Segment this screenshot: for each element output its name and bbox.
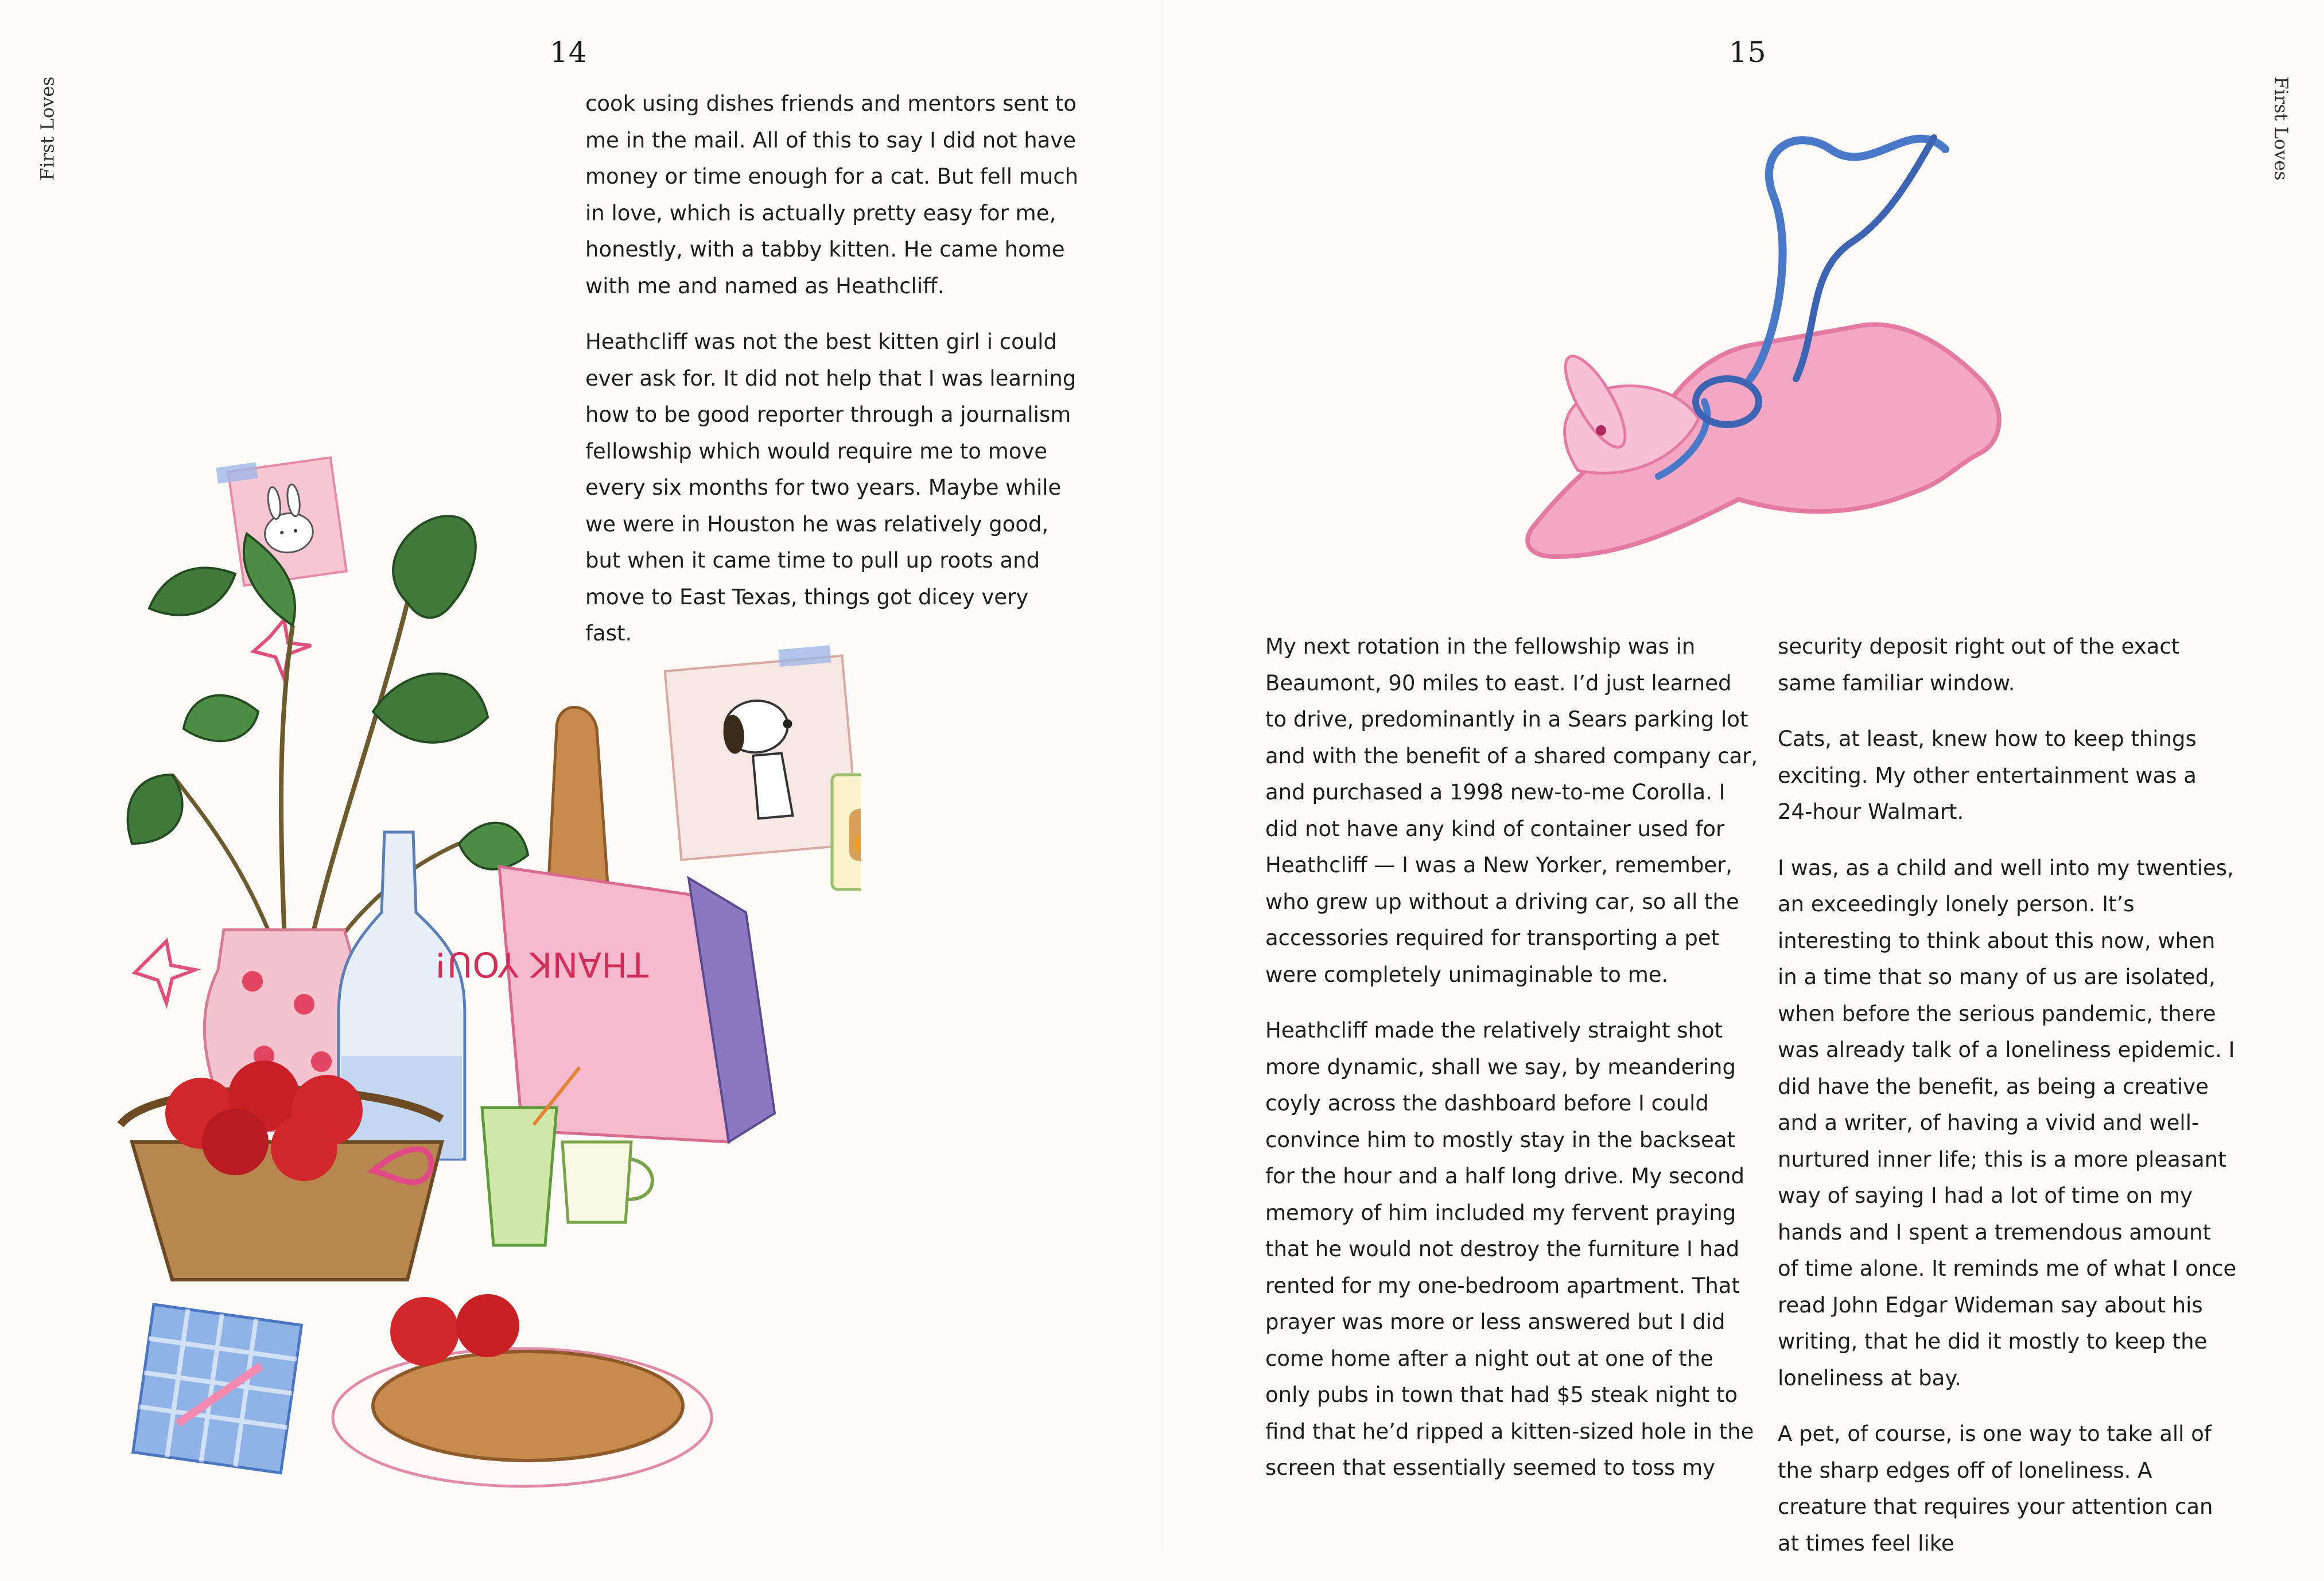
- running-head-left: First Loves: [36, 76, 59, 181]
- paragraph: Cats, at least, knew how to keep things exciting. My other entertainment was a 24-hour Walmart.: [1778, 727, 2197, 824]
- napkin-icon: [133, 1304, 302, 1473]
- still-life-illustration: [86, 453, 861, 1515]
- right-text-column-2: [1778, 628, 2237, 1581]
- rabbit-illustration: [1509, 80, 2026, 580]
- paragraph: My next rotation in the fellowship was in Beaumont, 90 miles to east. I’d just learned to drive, predominantly in a Sears parking lot and with the benefit of a shared company car, and purchased a 1998 new-to-me Corolla. I did not have any kind of container used for Heathcliff — I was a New Yorker, remember, who grew up without a driving car, so all the accessories required for transporting a pet were completely unimaginable to me.: [1265, 634, 1758, 987]
- paragraph: cook using dishes friends and mentors sent to me in the mail. All of this to say I did not have money or time enough for a cat. But fell much in love, which is actually pretty easy for me, honestly, with a tabby kitten. He came home with me and named as Heathcliff.: [585, 91, 1079, 298]
- page-number-right: 15: [1729, 36, 1767, 69]
- running-head-right: First Loves: [2270, 76, 2292, 181]
- paragraph: I was, as a child and well into my twenties, an exceedingly lonely person. It’s interesting to think about this now, when in a time that so many of us are isolated, when before the serious pandemic, there was already talk of a loneliness epidemic. I did have the benefit, as being a creative and a writer, of having a vivid and well-nurtured inner life; this is a more pleasant way of saying I had a lot of time on my hands and I spent a tremendous amount of time alone. It reminds me of what I once read John Edgar Wideman say about his writing, that he did it mostly to keep the loneliness at bay.: [1778, 855, 2237, 1390]
- toast-picture: [832, 763, 861, 889]
- paragraph: Heathcliff made the relatively straight shot more dynamic, shall we say, by meandering coyly across the dashboard before I could convince him to mostly stay in the backseat for the hour and a half long drive. My second memory of him included my fervent praying that he would not destroy the furniture I had rented for my one-bedroom apartment. That prayer was more or less answered but I did come home after a night out at one of the only pubs in town that had $5 steak night to find that he’d ripped a kitten-sized hole in the screen that essentially seemed to toss my: [1265, 1018, 1754, 1480]
- paragraph: Heathcliff was not the best kitten girl i could ever ask for. It did not help that I was learning how to be good reporter through a journalism fellowship which would require me to move every six months for two years. Maybe while we were in Houston he was relatively good, but when it came time to pull up roots and move to East Texas, things got dicey very fast.: [585, 329, 1076, 646]
- snoopy-picture: [664, 644, 858, 860]
- paragraph: security deposit right out of the exact same familiar window.: [1778, 634, 2180, 696]
- plant-icon: [128, 516, 528, 999]
- rabbit-with-ribbon-icon: [1528, 138, 1999, 557]
- right-text-column-1: [1265, 628, 1759, 1506]
- mug-icon: [562, 1142, 652, 1222]
- page-number-left: 14: [550, 36, 588, 69]
- paragraph: A pet, of course, is one way to take all of the sharp edges off of loneliness. A creature that requires your attention can at times feel like: [1778, 1421, 2213, 1556]
- plate-icon: [333, 1294, 712, 1486]
- tote-bag-icon: [433, 867, 775, 1142]
- bag-text: THANK YOU!: [433, 944, 648, 984]
- gutter-shadow: [1161, 0, 1164, 1549]
